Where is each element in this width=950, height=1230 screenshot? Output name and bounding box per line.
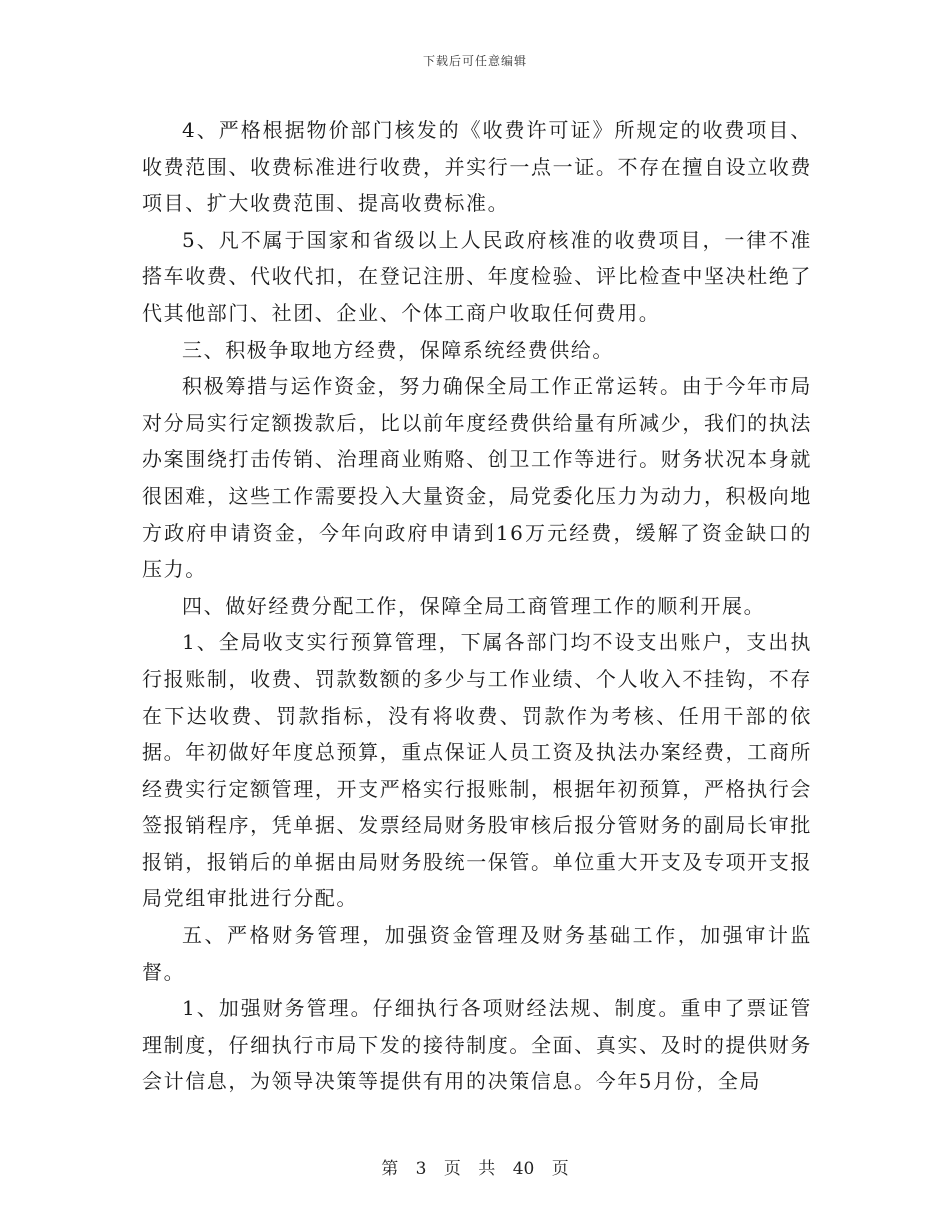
footer-total-prefix: 共	[478, 1159, 496, 1179]
paragraph-funding: 积极筹措与运作资金，努力确保全局工作正常运转。由于今年市局对分局实行定额拨款后，比以前年度经费供给量有所减少，我们的执法办案围绕打击传销、治理商业贿赂、创卫工作等进行。财务状况本身就很困难，这些工作需要投入大量资金，局党委化压力为动力，积极向地方政府申请资金，今年向政府申请到16万元经费，缓解了资金缺口的压力。	[142, 374, 812, 582]
paragraph-financial-management: 1、加强财务管理。仔细执行各项财经法规、制度。重申了票证管理制度，仔细执行市局下发的接待制度。全面、真实、及时的提供财务会计信息，为领导决策等提供有用的决策信息。今年5月份，全局	[142, 996, 812, 1094]
footer-total-suffix: 页	[551, 1159, 569, 1179]
section-heading-3: 三、积极争取地方经费，保障系统经费供给。	[182, 337, 614, 362]
paragraph-item-5: 5、凡不属于国家和省级以上人民政府核准的收费项目，一律不准搭车收费、代收代扣，在登记注册、年度检验、评比检查中坚决杜绝了代其他部门、社团、企业、个体工商户收取任何费用。	[142, 227, 812, 325]
paragraph-item-4: 4、严格根据物价部门核发的《收费许可证》所规定的收费项目、收费范围、收费标准进行收费，并实行一点一证。不存在擅自设立收费项目、扩大收费范围、提高收费标准。	[142, 118, 812, 216]
footer-page-word: 页	[443, 1159, 461, 1179]
current-page-number: 3	[415, 1159, 427, 1179]
total-page-count: 40	[512, 1159, 535, 1179]
page-number-footer	[0, 1154, 950, 1179]
download-edit-note: 下载后可任意编辑	[422, 54, 527, 68]
paragraph-budget-management: 1、全局收支实行预算管理，下属各部门均不设支出账户，支出执行报账制，收费、罚款数额的多少与工作业绩、个人收入不挂钩，不存在下达收费、罚款指标，没有将收费、罚款作为考核、任用干部的依据。年初做好年度总预算，重点保证人员工资及执法办案经费，工商所经费实行定额管理，开支严格实行报账制，根据年初预算，严格执行会签报销程序，凭单据、发票经局财务股审核后报分管财务的副局长审批报销，报销后的单据由局财务股统一保管。单位重大开支及专项开支报局党组审批进行分配。	[142, 630, 812, 911]
footer-prefix: 第	[381, 1159, 399, 1179]
section-heading-4: 四、做好经费分配工作，保障全局工商管理工作的顺利开展。	[182, 593, 766, 618]
section-heading-5: 五、严格财务管理，加强资金管理及财务基础工作，加强审计监督。	[142, 923, 812, 984]
document-body	[142, 112, 812, 1100]
